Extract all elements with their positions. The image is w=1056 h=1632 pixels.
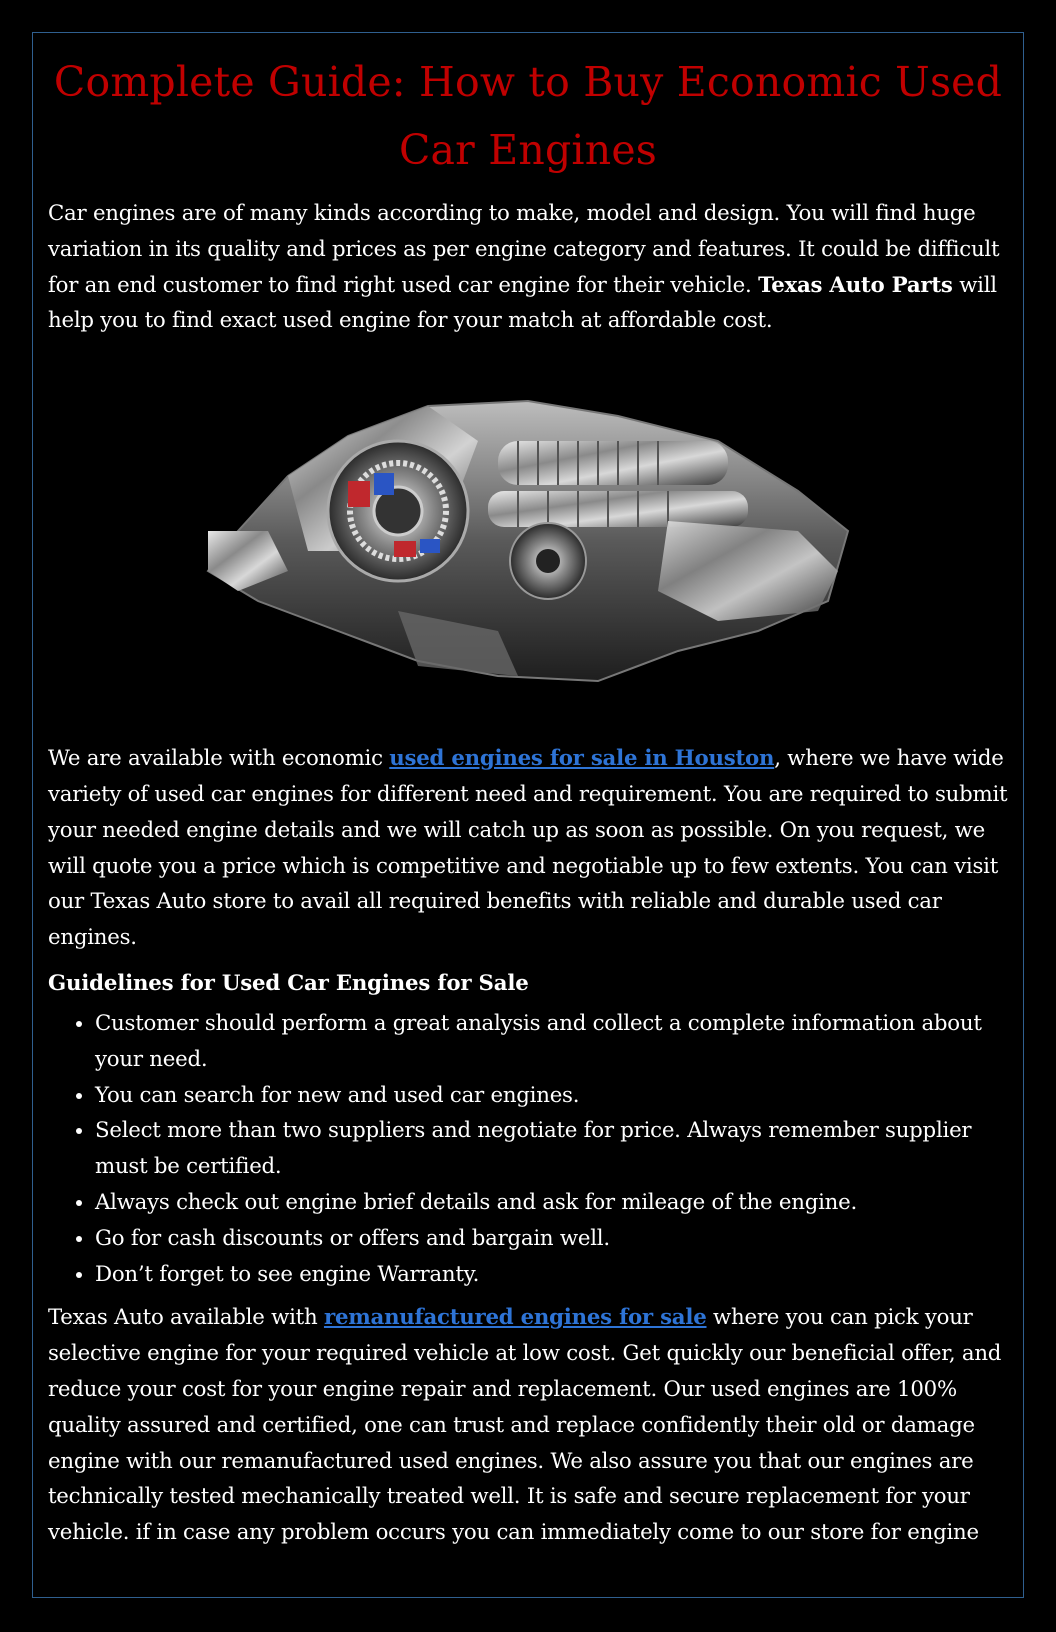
- page-title: Complete Guide: How to Buy Economic Used Car Engines: [53, 58, 1003, 174]
- intro-text: Car engines are of many kinds according to make, model and design. You will find huge variation in its quality and prices as per engine category and features. It could be difficult for an end customer to find right used car engine for their vehicle.: [48, 201, 1000, 298]
- houston-text: We are available with economic: [48, 746, 390, 772]
- intro-text-end: will help you to find exact used engine for your match at affordable cost.: [48, 272, 997, 334]
- brand-name: Texas Auto Parts: [758, 272, 953, 298]
- engine-transmission-image: [198, 381, 858, 691]
- list-item: • Select more than two suppliers and negotiate for price. Always remember supplier must be certified.: [95, 1113, 1008, 1185]
- remanufactured-engines-link[interactable]: remanufactured engines for sale: [323, 1305, 707, 1331]
- document-body: [48, 48, 1008, 1551]
- guidelines-heading: Guidelines for Used Car Engines for Sale: [48, 970, 529, 996]
- list-item: • Always check out engine brief details and ask for mileage of the engine.: [95, 1185, 1008, 1221]
- list-item: • Customer should perform a great analysis and collect a complete information about your need.: [95, 1006, 1008, 1078]
- houston-text-end: , where we have wide variety of used car engines for different need and requirement. You are required to submit your needed engine details and we will catch up as soon as possible. On you request, we will quote you a price which is competitive and negotiable up to few extents. You can visit our Texas Auto store to avail all required benefits with reliable and durable used car engines.: [48, 746, 1008, 951]
- remanufactured-text: Texas Auto available with: [48, 1305, 324, 1331]
- remanufactured-text-end: where you can pick your selective engine for your required vehicle at low cost. Get quickly our beneficial offer, and reduce your cost for your engine repair and replacement. Our used engines are 100% quality assured and certified, one can trust and replace confidently their old or damage engine with our remanufactured used engines. We also assure you that our engines are technically tested mechanically treated well. It is safe and secure replacement for your vehicle. if in case any problem occurs you can immediately come to our store for engine: [48, 1305, 1002, 1546]
- list-item: • Don’t forget to see engine Warranty.: [95, 1257, 1008, 1293]
- used-engines-houston-link[interactable]: used engines for sale in Houston: [389, 746, 775, 772]
- intro-paragraph: [48, 196, 1008, 339]
- houston-paragraph: [48, 741, 1008, 956]
- list-item: • You can search for new and used car engines.: [95, 1078, 1008, 1114]
- remanufactured-paragraph: [48, 1300, 1008, 1551]
- guidelines-list: [48, 1006, 1008, 1292]
- list-item: • Go for cash discounts or offers and bargain well.: [95, 1221, 1008, 1257]
- engine-image: [48, 351, 1008, 741]
